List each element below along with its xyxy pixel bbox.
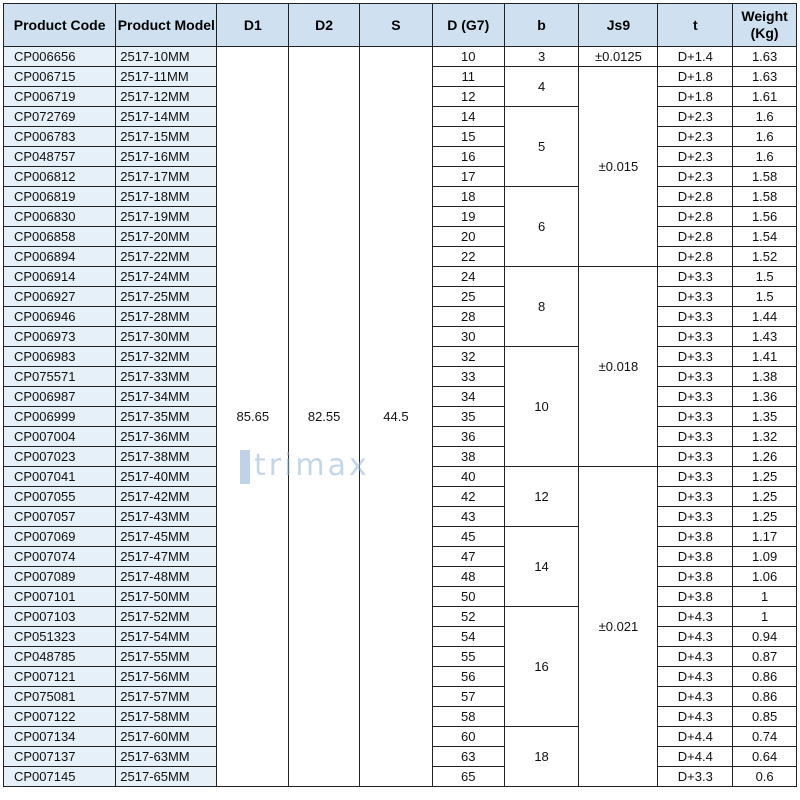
t-cell: D+4.3 xyxy=(658,687,733,707)
product-model-cell: 2517-60MM xyxy=(116,727,217,747)
bore-d-g7-cell: 65 xyxy=(432,767,504,787)
keyway-b-cell: 14 xyxy=(504,527,579,607)
product-code-cell: CP007101 xyxy=(4,587,116,607)
header-row xyxy=(4,4,797,47)
product-code-cell: CP006812 xyxy=(4,167,116,187)
product-code-cell: CP075571 xyxy=(4,367,116,387)
product-model-cell: 2517-17MM xyxy=(116,167,217,187)
bore-d-g7-cell: 63 xyxy=(432,747,504,767)
keyway-b-cell: 12 xyxy=(504,467,579,527)
product-model-cell: 2517-15MM xyxy=(116,127,217,147)
product-code-cell: CP006927 xyxy=(4,287,116,307)
weight-cell: 1.6 xyxy=(733,147,797,167)
weight-cell: 0.86 xyxy=(733,687,797,707)
product-model-cell: 2517-24MM xyxy=(116,267,217,287)
product-code-cell: CP051323 xyxy=(4,627,116,647)
t-cell: D+3.3 xyxy=(658,427,733,447)
weight-cell: 1.25 xyxy=(733,507,797,527)
weight-cell: 1.25 xyxy=(733,487,797,507)
product-model-cell: 2517-43MM xyxy=(116,507,217,527)
product-model-cell: 2517-19MM xyxy=(116,207,217,227)
t-cell: D+4.3 xyxy=(658,707,733,727)
t-cell: D+1.8 xyxy=(658,87,733,107)
weight-cell: 1.54 xyxy=(733,227,797,247)
product-code-cell: CP006894 xyxy=(4,247,116,267)
product-code-cell: CP006914 xyxy=(4,267,116,287)
product-code-cell: CP006819 xyxy=(4,187,116,207)
product-model-cell: 2517-28MM xyxy=(116,307,217,327)
keyway-b-cell: 3 xyxy=(504,47,579,67)
product-model-cell: 2517-12MM xyxy=(116,87,217,107)
product-code-cell: CP007145 xyxy=(4,767,116,787)
bore-d-g7-cell: 38 xyxy=(432,447,504,467)
bore-d-g7-cell: 47 xyxy=(432,547,504,567)
t-cell: D+3.3 xyxy=(658,287,733,307)
d2-cell: 82.55 xyxy=(289,47,360,787)
t-cell: D+2.3 xyxy=(658,167,733,187)
header-s: S xyxy=(360,4,433,47)
weight-cell: 1.58 xyxy=(733,187,797,207)
bore-d-g7-cell: 48 xyxy=(432,567,504,587)
weight-cell: 1 xyxy=(733,587,797,607)
product-code-cell: CP007041 xyxy=(4,467,116,487)
product-code-cell: CP006999 xyxy=(4,407,116,427)
product-code-cell: CP006983 xyxy=(4,347,116,367)
bore-d-g7-cell: 12 xyxy=(432,87,504,107)
header-weight: Weight (Kg) xyxy=(733,4,797,47)
bore-d-g7-cell: 10 xyxy=(432,47,504,67)
product-model-cell: 2517-22MM xyxy=(116,247,217,267)
t-cell: D+4.3 xyxy=(658,627,733,647)
js9-tolerance-cell: ±0.018 xyxy=(579,267,658,467)
bore-d-g7-cell: 56 xyxy=(432,667,504,687)
t-cell: D+1.4 xyxy=(658,47,733,67)
weight-cell: 1 xyxy=(733,607,797,627)
s-cell: 44.5 xyxy=(360,47,433,787)
product-code-cell: CP006858 xyxy=(4,227,116,247)
t-cell: D+3.3 xyxy=(658,327,733,347)
t-cell: D+4.4 xyxy=(658,727,733,747)
bore-d-g7-cell: 34 xyxy=(432,387,504,407)
bore-d-g7-cell: 42 xyxy=(432,487,504,507)
t-cell: D+4.4 xyxy=(658,747,733,767)
t-cell: D+2.3 xyxy=(658,127,733,147)
bore-d-g7-cell: 52 xyxy=(432,607,504,627)
product-model-cell: 2517-16MM xyxy=(116,147,217,167)
product-code-cell: CP007069 xyxy=(4,527,116,547)
keyway-b-cell: 18 xyxy=(504,727,579,787)
t-cell: D+3.3 xyxy=(658,487,733,507)
product-code-cell: CP006656 xyxy=(4,47,116,67)
product-code-cell: CP006783 xyxy=(4,127,116,147)
weight-cell: 1.17 xyxy=(733,527,797,547)
js9-tolerance-cell: ±0.015 xyxy=(579,67,658,267)
t-cell: D+3.3 xyxy=(658,367,733,387)
bore-d-g7-cell: 24 xyxy=(432,267,504,287)
weight-cell: 0.6 xyxy=(733,767,797,787)
js9-tolerance-cell: ±0.0125 xyxy=(579,47,658,67)
bore-d-g7-cell: 35 xyxy=(432,407,504,427)
product-model-cell: 2517-38MM xyxy=(116,447,217,467)
weight-cell: 1.36 xyxy=(733,387,797,407)
product-model-cell: 2517-47MM xyxy=(116,547,217,567)
product-model-cell: 2517-58MM xyxy=(116,707,217,727)
t-cell: D+3.8 xyxy=(658,547,733,567)
product-code-cell: CP006987 xyxy=(4,387,116,407)
product-model-cell: 2517-55MM xyxy=(116,647,217,667)
t-cell: D+2.8 xyxy=(658,247,733,267)
header-product-code: Product Code xyxy=(4,4,116,47)
weight-cell: 1.38 xyxy=(733,367,797,387)
product-model-cell: 2517-34MM xyxy=(116,387,217,407)
bore-d-g7-cell: 20 xyxy=(432,227,504,247)
weight-cell: 0.85 xyxy=(733,707,797,727)
product-model-cell: 2517-11MM xyxy=(116,67,217,87)
t-cell: D+2.3 xyxy=(658,147,733,167)
t-cell: D+3.3 xyxy=(658,767,733,787)
header-t: t xyxy=(658,4,733,47)
bore-d-g7-cell: 55 xyxy=(432,647,504,667)
header-js9: Js9 xyxy=(579,4,658,47)
weight-cell: 1.56 xyxy=(733,207,797,227)
product-code-cell: CP006715 xyxy=(4,67,116,87)
weight-cell: 1.5 xyxy=(733,287,797,307)
product-code-cell: CP006946 xyxy=(4,307,116,327)
t-cell: D+3.3 xyxy=(658,267,733,287)
weight-cell: 0.74 xyxy=(733,727,797,747)
t-cell: D+3.3 xyxy=(658,387,733,407)
bore-d-g7-cell: 30 xyxy=(432,327,504,347)
keyway-b-cell: 8 xyxy=(504,267,579,347)
product-model-cell: 2517-18MM xyxy=(116,187,217,207)
weight-cell: 1.58 xyxy=(733,167,797,187)
t-cell: D+1.8 xyxy=(658,67,733,87)
product-code-cell: CP007074 xyxy=(4,547,116,567)
t-cell: D+3.8 xyxy=(658,527,733,547)
product-code-cell: CP048757 xyxy=(4,147,116,167)
keyway-b-cell: 5 xyxy=(504,107,579,187)
bore-d-g7-cell: 25 xyxy=(432,287,504,307)
weight-cell: 1.41 xyxy=(733,347,797,367)
product-code-cell: CP007137 xyxy=(4,747,116,767)
product-model-cell: 2517-40MM xyxy=(116,467,217,487)
weight-cell: 1.44 xyxy=(733,307,797,327)
product-code-cell: CP007023 xyxy=(4,447,116,467)
weight-cell: 1.25 xyxy=(733,467,797,487)
header-d-g7: D (G7) xyxy=(432,4,504,47)
table-body xyxy=(4,47,797,787)
bore-d-g7-cell: 50 xyxy=(432,587,504,607)
watermark-text: trimax xyxy=(254,448,370,483)
product-model-cell: 2517-57MM xyxy=(116,687,217,707)
keyway-b-cell: 4 xyxy=(504,67,579,107)
product-code-cell: CP006830 xyxy=(4,207,116,227)
product-code-cell: CP007004 xyxy=(4,427,116,447)
weight-cell: 1.5 xyxy=(733,267,797,287)
product-model-cell: 2517-48MM xyxy=(116,567,217,587)
product-model-cell: 2517-52MM xyxy=(116,607,217,627)
t-cell: D+4.3 xyxy=(658,607,733,627)
product-code-cell: CP007055 xyxy=(4,487,116,507)
weight-cell: 1.63 xyxy=(733,67,797,87)
t-cell: D+3.3 xyxy=(658,447,733,467)
bore-d-g7-cell: 11 xyxy=(432,67,504,87)
bore-d-g7-cell: 14 xyxy=(432,107,504,127)
product-model-cell: 2517-63MM xyxy=(116,747,217,767)
d1-cell: 85.65 xyxy=(217,47,289,787)
t-cell: D+3.3 xyxy=(658,347,733,367)
t-cell: D+3.3 xyxy=(658,507,733,527)
product-model-cell: 2517-32MM xyxy=(116,347,217,367)
product-model-cell: 2517-33MM xyxy=(116,367,217,387)
product-code-cell: CP007089 xyxy=(4,567,116,587)
header-d1: D1 xyxy=(217,4,289,47)
product-model-cell: 2517-35MM xyxy=(116,407,217,427)
weight-cell: 1.52 xyxy=(733,247,797,267)
product-code-cell: CP075081 xyxy=(4,687,116,707)
product-model-cell: 2517-42MM xyxy=(116,487,217,507)
keyway-b-cell: 16 xyxy=(504,607,579,727)
product-model-cell: 2517-50MM xyxy=(116,587,217,607)
bore-d-g7-cell: 54 xyxy=(432,627,504,647)
t-cell: D+3.8 xyxy=(658,587,733,607)
product-model-cell: 2517-36MM xyxy=(116,427,217,447)
product-model-cell: 2517-25MM xyxy=(116,287,217,307)
product-model-cell: 2517-56MM xyxy=(116,667,217,687)
product-code-cell: CP007134 xyxy=(4,727,116,747)
table-row xyxy=(4,47,797,67)
bore-d-g7-cell: 22 xyxy=(432,247,504,267)
weight-cell: 1.61 xyxy=(733,87,797,107)
weight-cell: 1.09 xyxy=(733,547,797,567)
product-code-cell: CP007057 xyxy=(4,507,116,527)
product-model-cell: 2517-45MM xyxy=(116,527,217,547)
weight-cell: 0.87 xyxy=(733,647,797,667)
product-code-cell: CP072769 xyxy=(4,107,116,127)
t-cell: D+3.3 xyxy=(658,307,733,327)
bore-d-g7-cell: 17 xyxy=(432,167,504,187)
bore-d-g7-cell: 43 xyxy=(432,507,504,527)
weight-cell: 0.64 xyxy=(733,747,797,767)
keyway-b-cell: 10 xyxy=(504,347,579,467)
weight-cell: 1.06 xyxy=(733,567,797,587)
t-cell: D+3.3 xyxy=(658,467,733,487)
header-product-model: Product Model xyxy=(116,4,217,47)
product-code-cell: CP007122 xyxy=(4,707,116,727)
bore-d-g7-cell: 33 xyxy=(432,367,504,387)
bore-d-g7-cell: 40 xyxy=(432,467,504,487)
bore-d-g7-cell: 57 xyxy=(432,687,504,707)
weight-cell: 1.35 xyxy=(733,407,797,427)
product-model-cell: 2517-10MM xyxy=(116,47,217,67)
header-d2: D2 xyxy=(289,4,360,47)
product-code-cell: CP006973 xyxy=(4,327,116,347)
weight-cell: 0.94 xyxy=(733,627,797,647)
t-cell: D+3.8 xyxy=(658,567,733,587)
t-cell: D+3.3 xyxy=(658,407,733,427)
weight-cell: 1.6 xyxy=(733,107,797,127)
product-model-cell: 2517-54MM xyxy=(116,627,217,647)
t-cell: D+2.8 xyxy=(658,227,733,247)
keyway-b-cell: 6 xyxy=(504,187,579,267)
product-model-cell: 2517-65MM xyxy=(116,767,217,787)
t-cell: D+2.3 xyxy=(658,107,733,127)
weight-cell: 0.86 xyxy=(733,667,797,687)
weight-cell: 1.26 xyxy=(733,447,797,467)
product-model-cell: 2517-20MM xyxy=(116,227,217,247)
product-code-cell: CP048785 xyxy=(4,647,116,667)
bore-d-g7-cell: 18 xyxy=(432,187,504,207)
bore-d-g7-cell: 36 xyxy=(432,427,504,447)
bore-d-g7-cell: 58 xyxy=(432,707,504,727)
bore-d-g7-cell: 19 xyxy=(432,207,504,227)
product-spec-table xyxy=(3,3,797,787)
bore-d-g7-cell: 28 xyxy=(432,307,504,327)
t-cell: D+4.3 xyxy=(658,647,733,667)
weight-cell: 1.6 xyxy=(733,127,797,147)
weight-cell: 1.63 xyxy=(733,47,797,67)
js9-tolerance-cell: ±0.021 xyxy=(579,467,658,787)
product-code-cell: CP006719 xyxy=(4,87,116,107)
product-code-cell: CP007121 xyxy=(4,667,116,687)
bore-d-g7-cell: 15 xyxy=(432,127,504,147)
weight-cell: 1.43 xyxy=(733,327,797,347)
t-cell: D+2.8 xyxy=(658,207,733,227)
bore-d-g7-cell: 45 xyxy=(432,527,504,547)
bore-d-g7-cell: 16 xyxy=(432,147,504,167)
header-b: b xyxy=(504,4,579,47)
product-model-cell: 2517-14MM xyxy=(116,107,217,127)
t-cell: D+2.8 xyxy=(658,187,733,207)
t-cell: D+4.3 xyxy=(658,667,733,687)
product-model-cell: 2517-30MM xyxy=(116,327,217,347)
weight-cell: 1.32 xyxy=(733,427,797,447)
bore-d-g7-cell: 60 xyxy=(432,727,504,747)
product-code-cell: CP007103 xyxy=(4,607,116,627)
bore-d-g7-cell: 32 xyxy=(432,347,504,367)
